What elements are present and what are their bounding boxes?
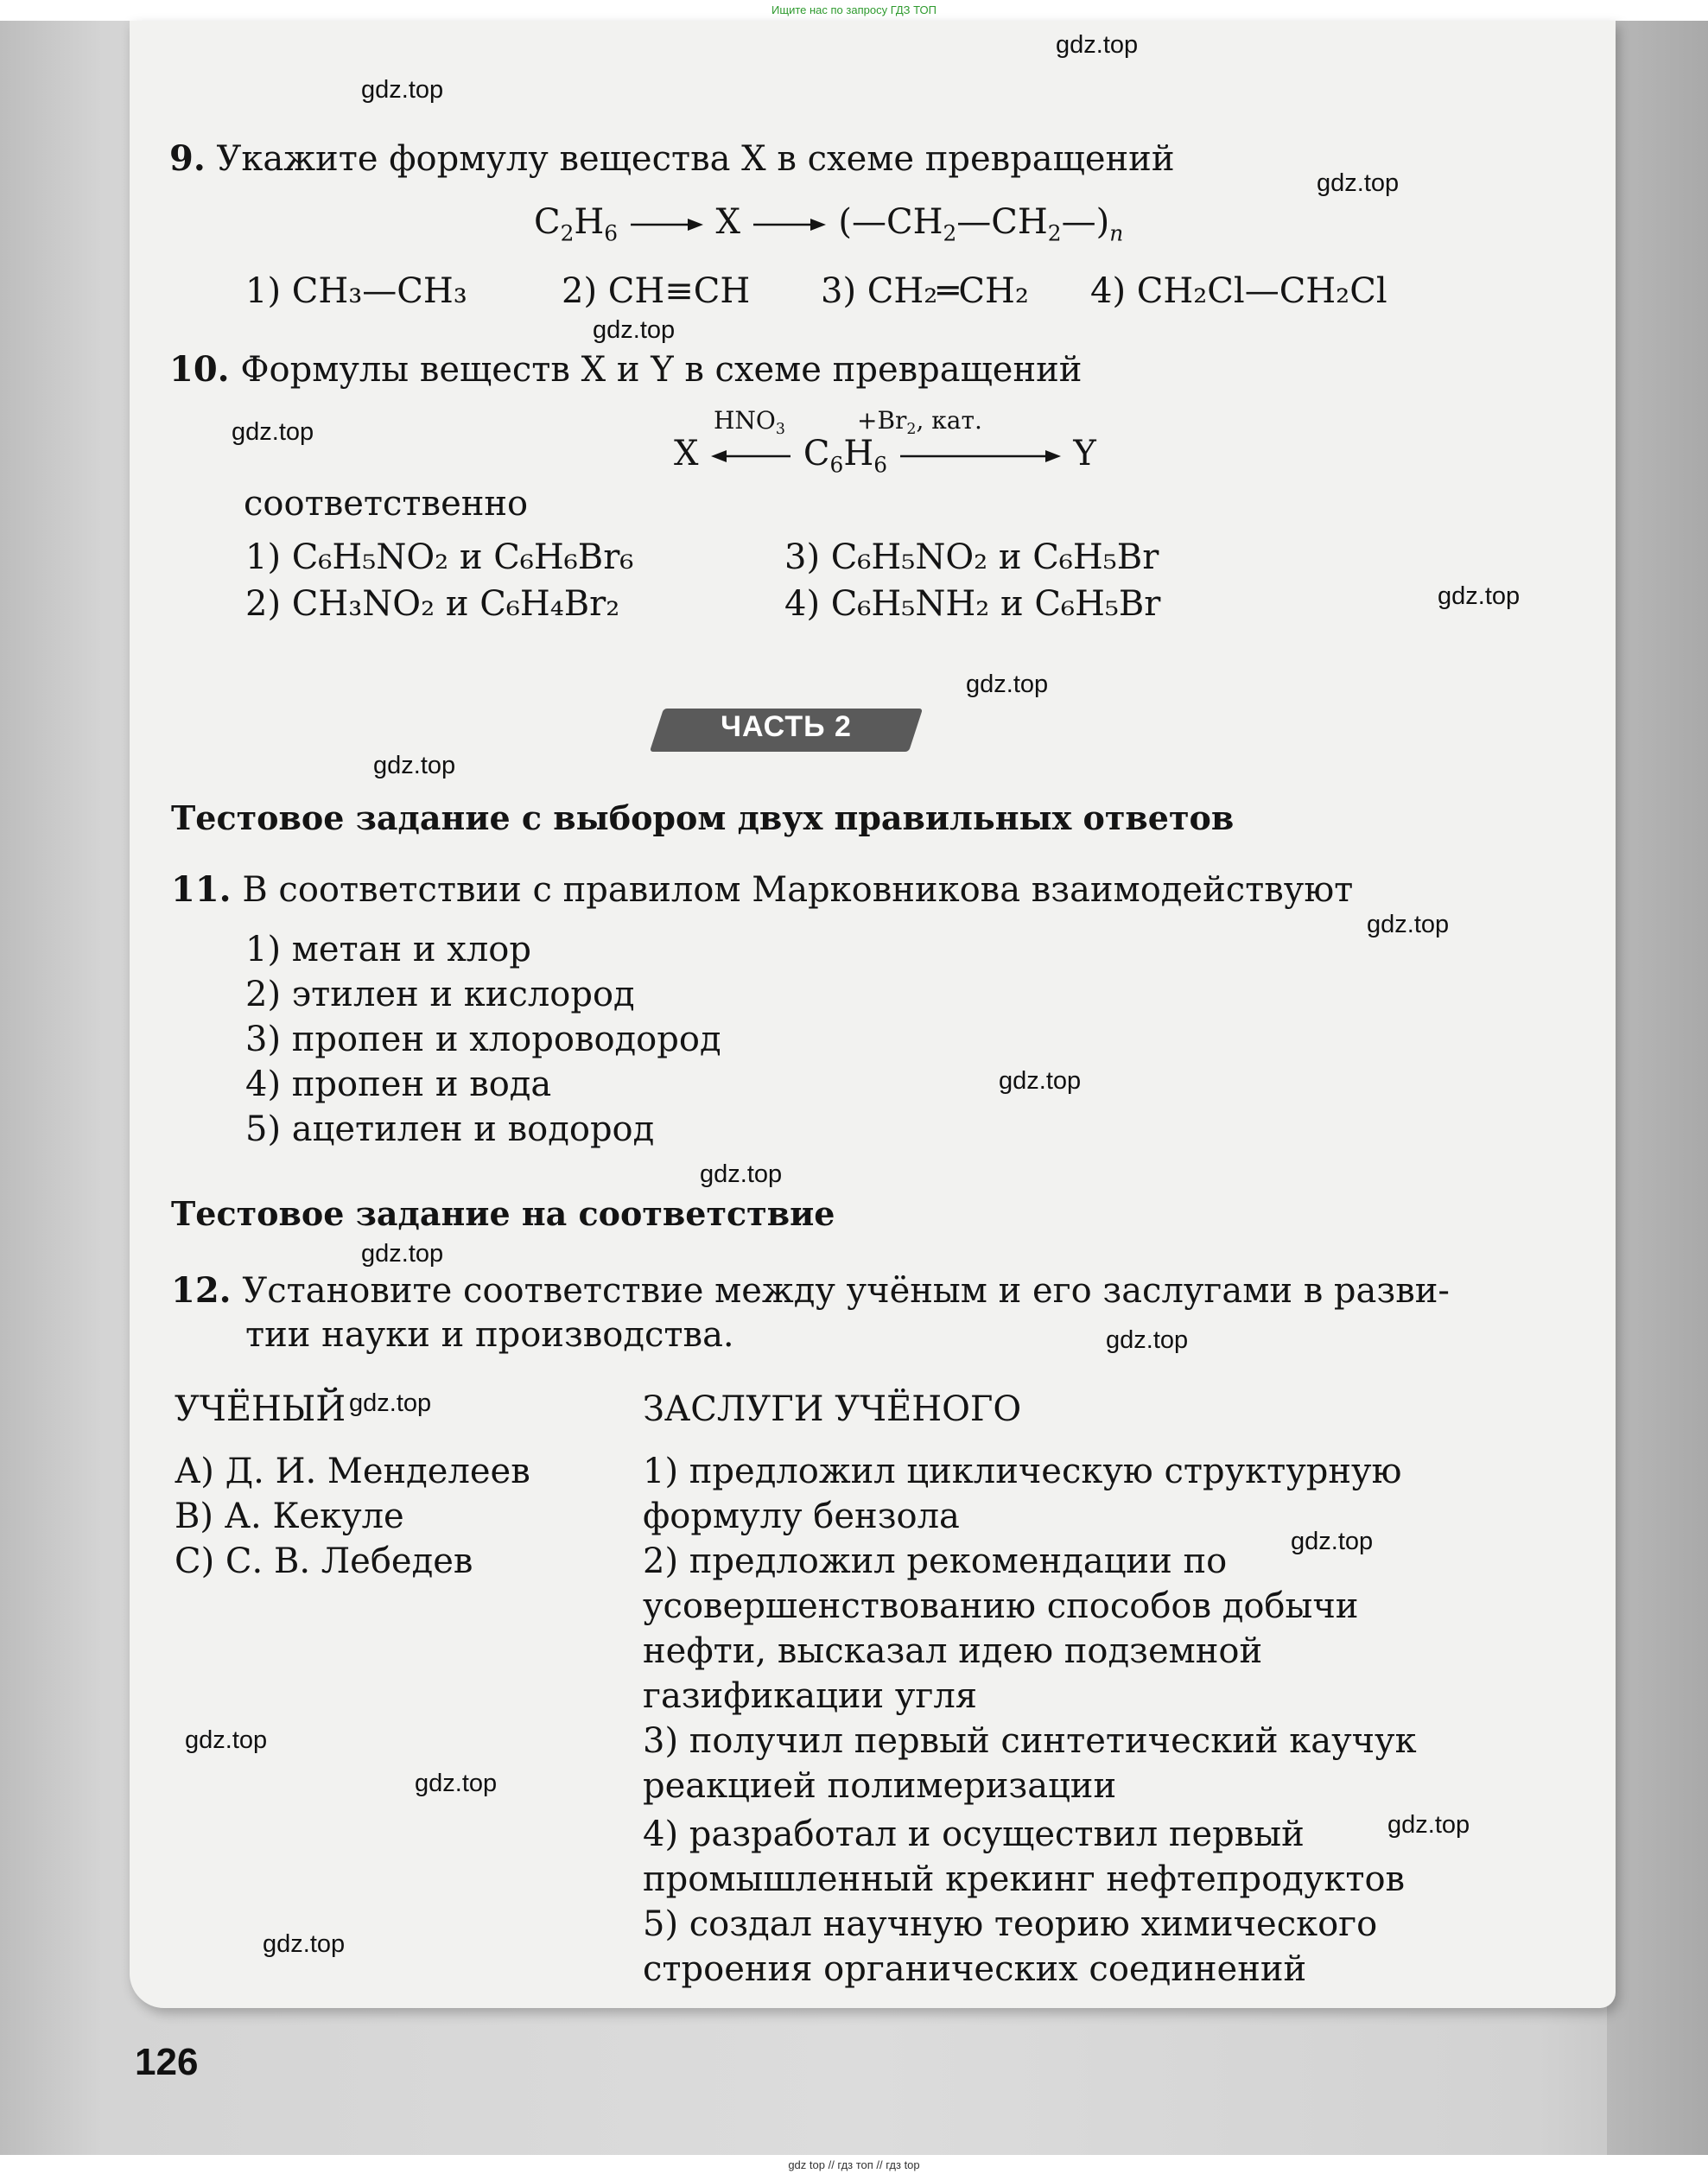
question-11 [171, 869, 1353, 910]
question-number: 9. [169, 138, 206, 179]
part-title: ЧАСТЬ 2 [721, 710, 852, 743]
merit-line: строения органических соединений [643, 1949, 1307, 1989]
q9-option-3: 3) CH₂═CH₂ [821, 271, 1029, 311]
page-number: 126 [135, 2041, 199, 2083]
watermark: gdz.top [415, 1770, 498, 1797]
scheme-x: X [674, 434, 699, 473]
merit-line: 5) создал научную теорию химического [643, 1904, 1378, 1944]
scientist-item: С) С. В. Лебедев [175, 1541, 473, 1581]
q10-option-4: 4) C₆H₅NH₂ и C₆H₅Br [784, 584, 1161, 624]
question-12 [171, 1270, 1450, 1311]
question-number: 10. [169, 349, 230, 390]
scheme-benzene: $C_6H_6$ [803, 434, 887, 478]
page-edge-shadow [1607, 21, 1708, 2155]
q11-option-4: 4) пропен и вода [245, 1065, 552, 1104]
watermark: gdz.top [361, 1240, 444, 1268]
q10-option-2: 2) CH₃NO₂ и C₆H₄Br₂ [245, 584, 620, 624]
watermark: gdz.top [1317, 169, 1400, 197]
question-number: 12. [171, 1270, 232, 1311]
scheme-x: X [715, 202, 740, 242]
q11-option-2: 2) этилен и кислород [245, 975, 635, 1014]
watermark: gdz.top [1106, 1326, 1189, 1354]
scheme-start: $C_2H_6$ [534, 202, 619, 246]
merit-line: 4) разработал и осуществил первый [643, 1815, 1305, 1854]
q10-tail: соответственно [244, 484, 529, 524]
reagent-right: $+Br_2$, кат. [857, 406, 982, 439]
section-heading: Тестовое задание с выбором двух правильных ответов [171, 798, 1235, 837]
arrow-left-icon [709, 448, 792, 465]
watermark: gdz.top [700, 1160, 783, 1188]
watermark: gdz.top [593, 316, 676, 344]
arrow-icon [629, 216, 705, 233]
q11-option-5: 5) ацетилен и водород [245, 1109, 655, 1149]
question-9 [169, 138, 1175, 179]
question-text: Установите соответствие между учёным и его заслугами в разви- [242, 1271, 1450, 1311]
arrow-icon [898, 448, 1063, 465]
merit-line: газификации угля [643, 1676, 977, 1716]
merit-line: реакцией полимеризации [643, 1766, 1117, 1806]
reagent-left: $HNO_3$ [714, 406, 785, 439]
merit-line: нефти, высказал идею подземной [643, 1631, 1263, 1671]
q10-scheme [674, 434, 1096, 478]
scientist-item: В) А. Кекуле [175, 1497, 404, 1536]
question-text: Формулы веществ X и Y в схеме превращений [240, 350, 1083, 390]
question-text: В соответствии с правилом Марковникова взаимодействуют [242, 870, 1354, 910]
merit-line: 2) предложил рекомендации по [643, 1541, 1228, 1581]
footer-note: gdz top // гдз топ // гдз top [788, 2158, 920, 2171]
question-text: Укажите формулу вещества X в схеме превращений [216, 139, 1175, 179]
watermark: gdz.top [349, 1389, 432, 1417]
q9-option-4: 4) CH₂Cl—CH₂Cl [1090, 271, 1387, 311]
watermark: gdz.top [373, 752, 456, 779]
search-hint-note: Ищите нас по запросу ГДЗ ТОП [771, 3, 937, 16]
scientist-item: А) Д. И. Менделеев [175, 1452, 530, 1491]
question-number: 11. [171, 869, 232, 910]
merit-line: формулу бензола [643, 1497, 960, 1536]
q9-scheme [534, 202, 1124, 246]
watermark: gdz.top [966, 671, 1049, 698]
q10-option-3: 3) C₆H₅NO₂ и C₆H₅Br [784, 537, 1159, 577]
merit-line: 1) предложил циклическую структурную [643, 1452, 1402, 1491]
q9-option-2: 2) CH≡CH [562, 271, 751, 311]
q11-option-3: 3) пропен и хлороводород [245, 1020, 721, 1059]
scheme-polymer: $(—CH_2—CH_2—)_n$ [838, 202, 1124, 246]
scheme-y: Y [1073, 434, 1096, 473]
watermark: gdz.top [232, 418, 314, 446]
q10-option-1: 1) C₆H₅NO₂ и C₆H₆Br₆ [245, 537, 634, 577]
question-text-cont: тии науки и производства. [245, 1315, 734, 1355]
watermark: gdz.top [999, 1067, 1082, 1095]
question-10 [169, 349, 1082, 390]
arrow-icon [752, 216, 828, 233]
watermark: gdz.top [263, 1930, 346, 1958]
watermark: gdz.top [1438, 582, 1521, 610]
merit-line: усовершенствованию способов добычи [643, 1586, 1359, 1626]
watermark: gdz.top [185, 1726, 268, 1754]
watermark: gdz.top [1056, 31, 1139, 59]
watermark: gdz.top [361, 76, 444, 104]
q9-option-1: 1) CH₃—CH₃ [245, 271, 467, 311]
merit-line: 3) получил первый синтетический каучук [643, 1721, 1417, 1761]
merit-line: промышленный крекинг нефтепродуктов [643, 1859, 1406, 1899]
merits-column-header: ЗАСЛУГИ УЧЁНОГО [643, 1389, 1022, 1429]
watermark: gdz.top [1291, 1528, 1374, 1555]
watermark: gdz.top [1367, 911, 1450, 938]
q11-option-1: 1) метан и хлор [245, 930, 531, 969]
section-heading: Тестовое задание на соответствие [171, 1194, 835, 1233]
scientist-column-header: УЧЁНЫЙ [175, 1389, 346, 1429]
watermark: gdz.top [1387, 1811, 1470, 1839]
